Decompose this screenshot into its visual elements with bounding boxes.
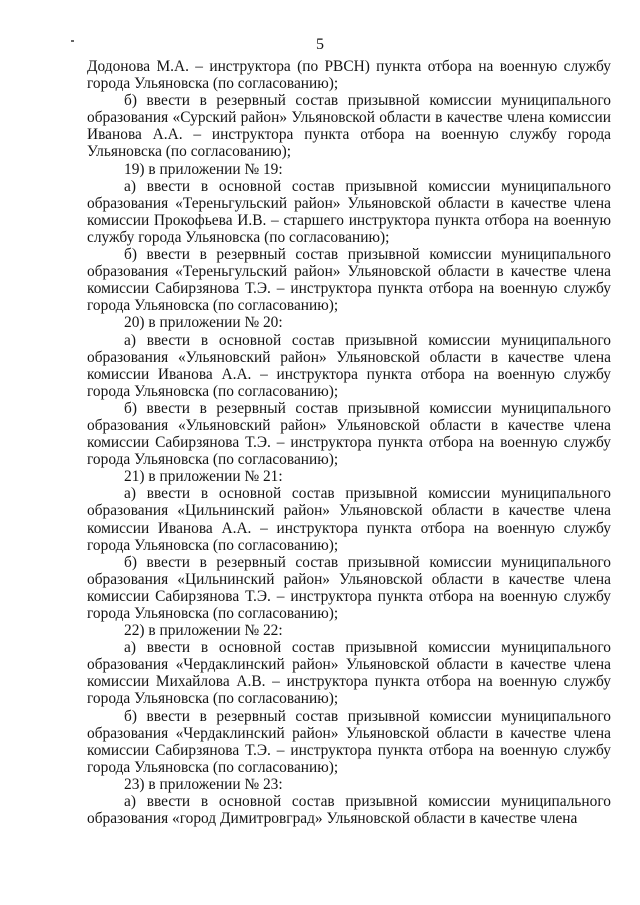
paragraph-text: 19) в приложении № 19: [124, 160, 283, 178]
paragraph-text: б) ввести в резервный состав призывной комиссии муниципального образования «Ульяновский район» Ульяновской области в качестве члена комиссии Сабирзянова Т.Э. – инструктора пункта отбора на военную службу города Ульяновска (по согласованию); [87, 399, 611, 469]
paragraph [87, 554, 611, 622]
paragraph-text: 20) в приложении № 20: [124, 314, 283, 332]
paragraph-text: б) ввести в резервный состав призывной комиссии муниципального образования «Чердаклинский район» Ульяновской области в качестве члена комиссии Сабирзянова Т.Э. – инструктора пункта отбора на военную службу города Ульяновска (по согласованию); [87, 707, 611, 776]
paragraph [87, 468, 611, 485]
paragraph [87, 400, 611, 468]
paragraph [87, 92, 611, 160]
paragraph [87, 485, 611, 553]
paragraph-text: а) ввести в основной состав призывной комиссии муниципального образования «Ульяновский район» Ульяновской области в качестве члена комиссии Иванова А.А. – инструктора пункта отбора на военную службу города Ульяновска (по согласованию); [87, 331, 611, 400]
paragraph [87, 161, 611, 178]
paragraph [87, 178, 611, 246]
paragraph [87, 708, 611, 776]
paragraph [87, 793, 611, 827]
paragraph [87, 58, 611, 92]
paragraph [87, 314, 611, 331]
document-body [87, 58, 611, 827]
paragraph [87, 776, 611, 793]
paragraph [87, 639, 611, 707]
paragraph-text: б) ввести в резервный состав призывной комиссии муниципального образования «Тереньгульский район» Ульяновской области в качестве члена комиссии Сабирзянова Т.Э. – инструктора пункта отбора на военную службу города Ульяновска (по согласованию); [87, 246, 611, 315]
paragraph-text: а) ввести в основной состав призывной комиссии муниципального образования «Чердаклинский район» Ульяновской области в качестве члена комиссии Михайлова А.В. – инструктора пункта отбора на военную службу города Ульяновска (по согласованию); [87, 639, 611, 708]
paragraph-text: 22) в приложении № 22: [124, 622, 283, 640]
paragraph-text: а) ввести в основной состав призывной комиссии муниципального образования «Цильнинский район» Ульяновской области в качестве члена комиссии Иванова А.А. – инструктора пункта отбора на военную службу города Ульяновска (по согласованию); [87, 485, 611, 554]
page-number: 5 [316, 36, 324, 53]
paragraph-text: 23) в приложении № 23: [124, 775, 283, 793]
paragraph-text: а) ввести в основной состав призывной комиссии муниципального образования «город Димитровград» Ульяновской области в качестве члена [87, 793, 611, 828]
paragraph [87, 622, 611, 639]
paragraph-text: 21) в приложении № 21: [124, 468, 283, 486]
paragraph-text: а) ввести в основной состав призывной комиссии муниципального образования «Тереньгульский район» Ульяновской области в качестве члена комиссии Прокофьева И.В. – старшего инструктора пункта отбора на военную службу города Ульяновска (по согласованию); [87, 177, 611, 246]
paragraph-text: б) ввести в резервный состав призывной комиссии муниципального образования «Цильнинский район» Ульяновской области в качестве члена комиссии Сабирзянова Т.Э. – инструктора пункта отбора на военную службу города Ульяновска (по согласованию); [87, 553, 611, 622]
paragraph-text: б) ввести в резервный состав призывной комиссии муниципального образования «Сурский район» Ульяновской области в качестве члена комиссии Иванова А.А. – инструктора пункта отбора на военную службу города Ульяновска (по согласованию); [87, 92, 611, 161]
paragraph [87, 332, 611, 400]
paragraph-text: Додонова М.А. – инструктора (по РВСН) пункта отбора на военную службу города Ульяновска (по согласованию); [87, 58, 611, 93]
paragraph [87, 246, 611, 314]
